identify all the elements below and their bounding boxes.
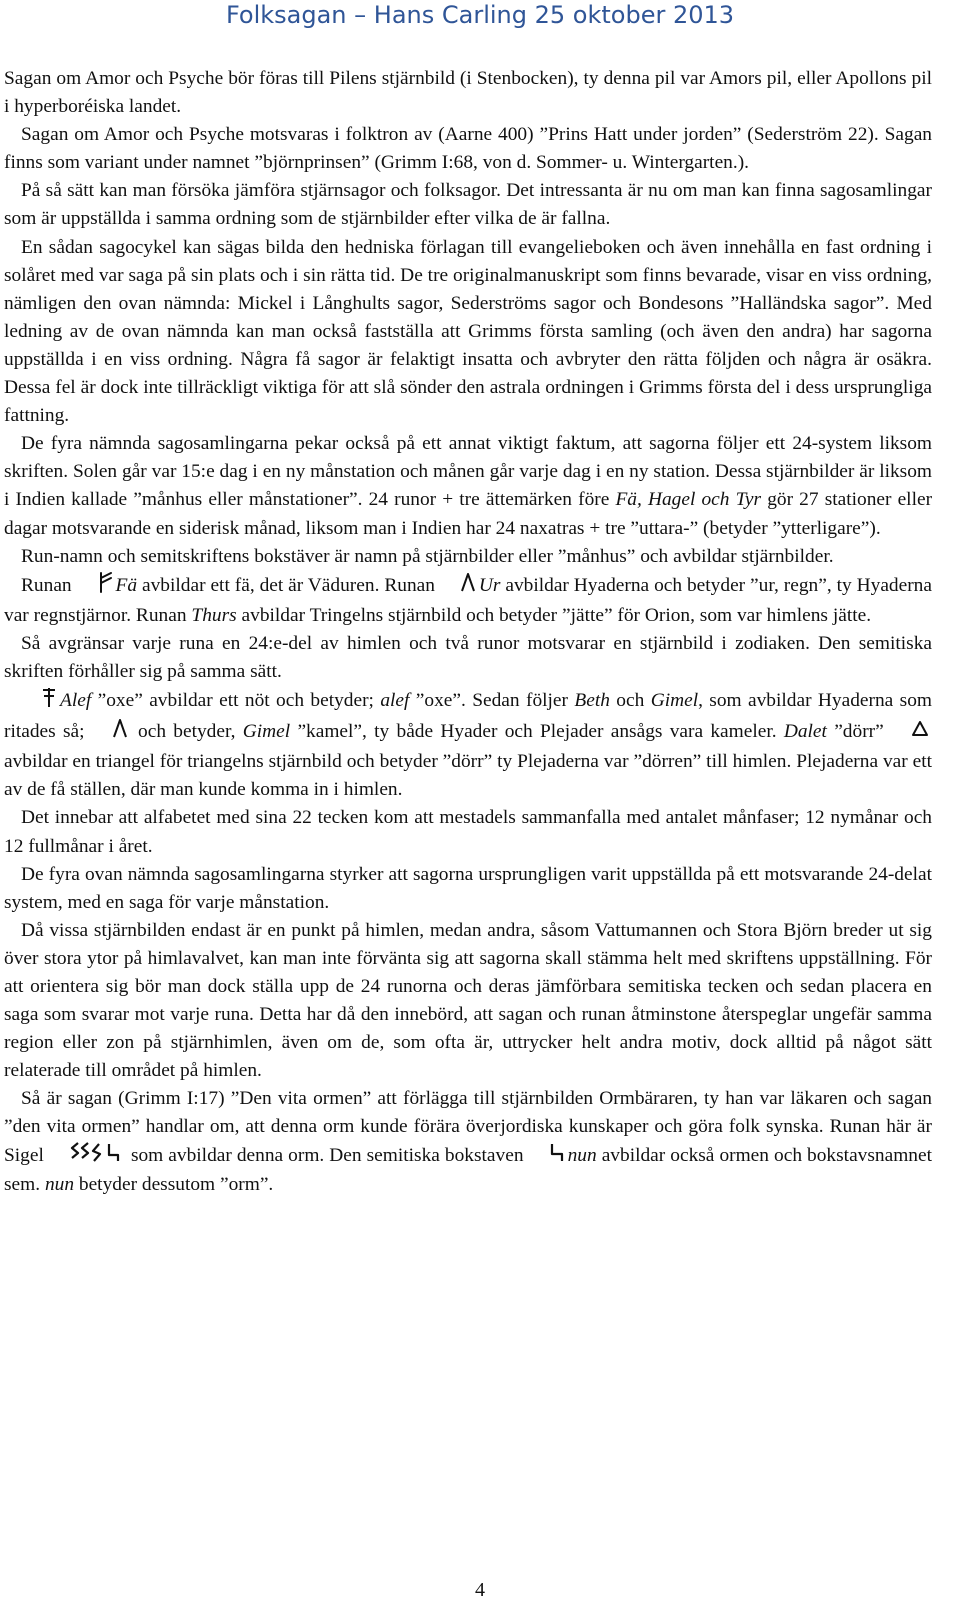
ur-rune-icon (95, 717, 128, 748)
alef-letter-icon (24, 686, 57, 717)
paragraph: Sagan om Amor och Psyche bör föras till Pilens stjärnbild (i Stenbocken), ty denna pil var Amors pil, eller Apollons pil i hyperboréiska landet. (4, 68, 932, 118)
dalet-triangle-icon (894, 719, 929, 747)
paragraph: Då vissa stjärnbilden endast är en punkt på himlen, medan andra, såsom Vattumannen och Stora Björn breder ut sig över stora ytor på himlavalvet, kan man inte förvänta sig att sagorna skall stämma helt med skriftens uppställning. För att orientera sig bör man dock ställa upp de 24 runorna och deras jämförbara semitiska tecken och sedan placera en saga som svarar mot varje runa. Detta har då den innebörd, att sagan och runan åtminstone återspeglar ungefär samma region eller zon på stjärnhimlen, även om de, som ofta är, uttrycker helt andra motiv, dock alltid på något sätt relaterade till området på himlen. (4, 919, 932, 1082)
fa-rune-icon (80, 571, 113, 602)
paragraph: En sådan sagocykel kan sägas bilda den hedniska förlagan till evangelieboken och även innehålla en fast ordning i solåret med var saga på sin plats och i sin rätta tid. De tre originalmanuskript som finns bevarade, visar en viss ordning, nämligen den ovan nämnda: Mickel i Långhults sagor, Sederströms sagor och Bondesons ”Halländska sagor”. Med ledning av de ovan nämnda kan man också fastställa att Grimms första samling (och även den andra) har sagorna uppställda i en viss ordning. Några få sagor är felaktigt insatta och avbryter den rätta följden och några är osäkra. Dessa fel är dock inte tillräckligt viktiga för att slå sönder den astrala ordningen i Grimms första del i dess ursprungliga fattning. (4, 236, 932, 427)
nun-letter-icon (532, 1142, 565, 1171)
page-header: Folksagan – Hans Carling 25 oktober 2013 (225, 1, 735, 29)
document-body (4, 65, 932, 1199)
paragraph: De fyra nämnda sagosamlingarna pekar också på ett annat viktigt faktum, att sagorna följer ett 24-system liksom skriften. Solen går var 15:e dag i en ny månstation och månen går varje dag i en ny station. Dessa stjärnbilder är liksom i Indien kallade ”månhus eller månstationer”. 24 runor + tre ättemärken före Fä, Hagel och Tyr gör 27 stationer eller dagar motsvarande en siderisk månad, liksom man i Indien har 24 naxatras + tre ”uttara-” (betyder ”ytterligare”). (4, 433, 933, 539)
sigel-rune-icon (52, 1142, 123, 1171)
paragraph: På så sätt kan man försöka jämföra stjärnsagor och folksagor. Det intressanta är nu om man kan finna sagosamlingar som är uppställda i samma ordning som de stjärnbilder efter vilka de är fallna. (4, 180, 932, 230)
paragraph: Det innebar att alfabetet med sina 22 tecken kom att mestadels sammanfalla med antalet månfaser; 12 nymånar och 12 fullmånar i året. (4, 807, 932, 857)
paragraph: Så är sagan (Grimm I:17) ”Den vita ormen” att förlägga till stjärnbilden Ormbäraren, ty han var läkaren och sagan ”den vita ormen” handlar om, att denna orm kunde förära överjordiska kunskaper och göra folk synska. Runan här är Sigel som avbildar denna orm. Den semitiska bokstaven nun avbildar också ormen och bokstavsnamnet sem. nun betyder dessutom ”orm”. (4, 1088, 932, 1195)
paragraph: Runan Fä avbildar ett fä, det är Väduren. Runan Ur avbildar Hyaderna och betyder ”ur, regn”, ty Hyaderna var regnstjärnor. Runan Thurs avbildar Tringelns stjärnbild och betyder ”jätte” för Orion, som var himlens jätte. (4, 571, 932, 630)
paragraph: Alef ”oxe” avbildar ett nöt och betyder; alef ”oxe”. Sedan följer Beth och Gimel, som avbildar Hyaderna som ritades så; och betyder, Gimel ”kamel”, ty både Hyader och Plejader ansågs vara kameler. Dalet ”dörr” avbildar en triangel för triangelns stjärnbild och betyder ”dörr” ty Plejaderna var ”dörren” till himlen. Plejaderna var ett av de få ställen, där man kunde komma in i himlen. (4, 686, 932, 804)
paragraph: Sagan om Amor och Psyche motsvaras i folktron av (Aarne 400) ”Prins Hatt under jorden” (Sederström 22). Sagan finns som variant under namnet ”björnprinsen” (Grimm I:68, von d. Sommer- u. Wintergarten.). (4, 124, 932, 174)
paragraph: Så avgränsar varje runa en 24:e-del av himlen och två runor motsvarar en stjärnbild i zodiaken. Den semitiska skriften förhåller sig på samma sätt. (4, 632, 932, 682)
paragraph: Run-namn och semitskriftens bokstäver är namn på stjärnbilder eller ”månhus” och avbildar stjärnbilder. (21, 545, 834, 567)
paragraph: De fyra ovan nämnda sagosamlingarna styrker att sagorna ursprungligen varit uppställda på ett motsvarande 24-delat system, med en saga för varje månstation. (4, 863, 932, 913)
page-number: 4 (475, 1579, 485, 1601)
ur-rune-icon (443, 571, 476, 602)
